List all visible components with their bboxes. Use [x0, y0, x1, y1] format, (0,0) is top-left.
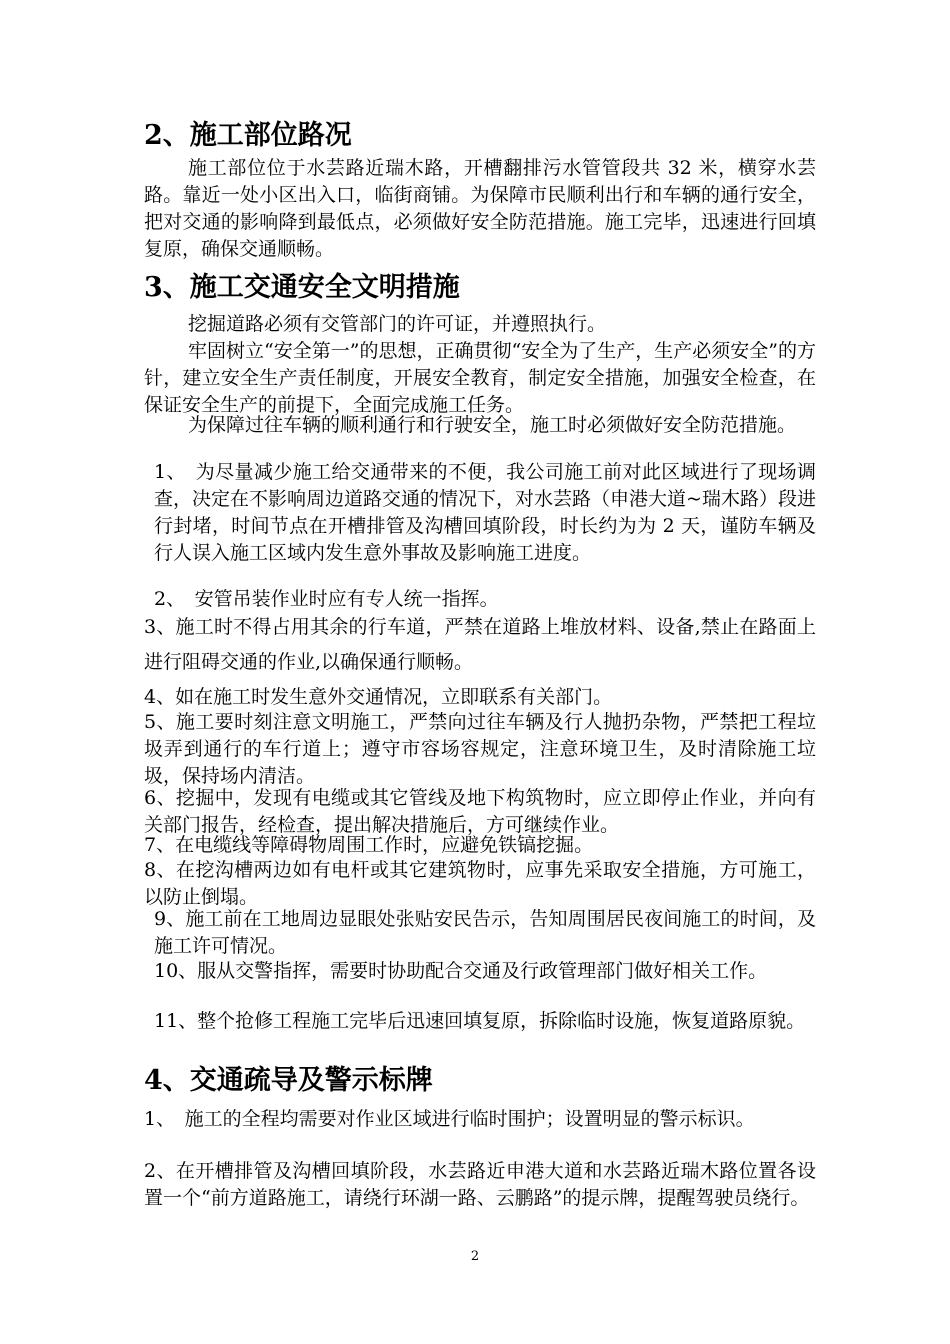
list-item: 2、 安管吊装作业时应有专人统一指挥。	[154, 588, 499, 610]
section-heading: 3、施工交通安全文明措施	[144, 272, 460, 303]
list-item: 1、 为尽量减少施工给交通带来的不便，我公司施工前对此区域进行了现场调查，决定在不影响周边道路交通的情况下，对水芸路（申港大道~瑞木路）段进行封堵，时间节点在开槽排管及沟槽回填阶段，时长约为为 2 天，谨防车辆及行人误入施工区域内发生意外事故及影响施工进度。	[154, 461, 816, 564]
list-item: 8、在挖沟槽两边如有电杆或其它建筑物时，应事先采取安全措施，方可施工，以防止倒塌。	[144, 859, 816, 908]
section-heading: 2、施工部位路况	[144, 120, 352, 151]
list-item: 3、施工时不得占用其余的行车道，严禁在道路上堆放材料、设备,禁止在路面上进行阻碍交通的作业,以确保通行顺畅。	[144, 616, 816, 673]
page-number: 2	[470, 1249, 480, 1264]
section-heading: 4、交通疏导及警示标牌	[144, 1065, 433, 1096]
list-item: 1、 施工的全程均需要对作业区域进行临时围护；设置明显的警示标识。	[144, 1108, 755, 1130]
paragraph: 为保障过往车辆的顺利通行和行驶安全，施工时必须做好安全防范措施。	[188, 414, 797, 436]
list-item: 2、在开槽排管及沟槽回填阶段，水芸路近申港大道和水芸路近瑞木路位置各设置一个“前方道路施工，请绕行环湖一路、云鹏路”的提示牌，提醒驾驶员绕行。	[144, 1160, 816, 1209]
list-item: 11、整个抢修工程施工完毕后迅速回填复原，拆除临时设施，恢复道路原貌。	[154, 1010, 806, 1032]
paragraph: 挖掘道路必须有交管部门的许可证，并遵照执行。	[188, 313, 607, 335]
list-item: 9、施工前在工地周边显眼处张贴安民告示，告知周围居民夜间施工的时间，及施工许可情况。	[154, 908, 816, 957]
list-item: 6、挖掘中，发现有电缆或其它管线及地下构筑物时，应立即停止作业，并向有关部门报告，经检查，提出解决措施后，方可继续作业。	[144, 787, 816, 836]
list-item: 5、施工要时刻注意文明施工，严禁向过往车辆及行人抛扔杂物，严禁把工程垃圾弄到通行的车行道上；遵守市容场容规定，注意环境卫生，及时清除施工垃圾，保持场内清洁。	[144, 711, 816, 787]
list-item: 7、在电缆线等障碍物周围工作时，应避免铁镐挖掘。	[144, 834, 594, 856]
list-item: 10、服从交警指挥，需要时协助配合交通及行政管理部门做好相关工作。	[154, 960, 768, 982]
paragraph: 施工部位位于水芸路近瑞木路，开槽翻排污水管管段共 32 米，横穿水芸路。靠近一处小区出入口，临街商铺。为保障市民顺利出行和车辆的通行安全，把对交通的影响降到最低点，必须做好安全防范措施。施工完毕，迅速进行回填复原，确保交通顺畅。	[144, 157, 816, 260]
paragraph: 牢固树立“安全第一”的思想，正确贯彻“安全为了生产，生产必须安全”的方针，建立安全生产责任制度，开展安全教育，制定安全措施，加强安全检查，在保证安全生产的前提下，全面完成施工任务。	[144, 340, 816, 416]
list-item: 4、如在施工时发生意外交通情况，立即联系有关部门。	[144, 686, 613, 708]
